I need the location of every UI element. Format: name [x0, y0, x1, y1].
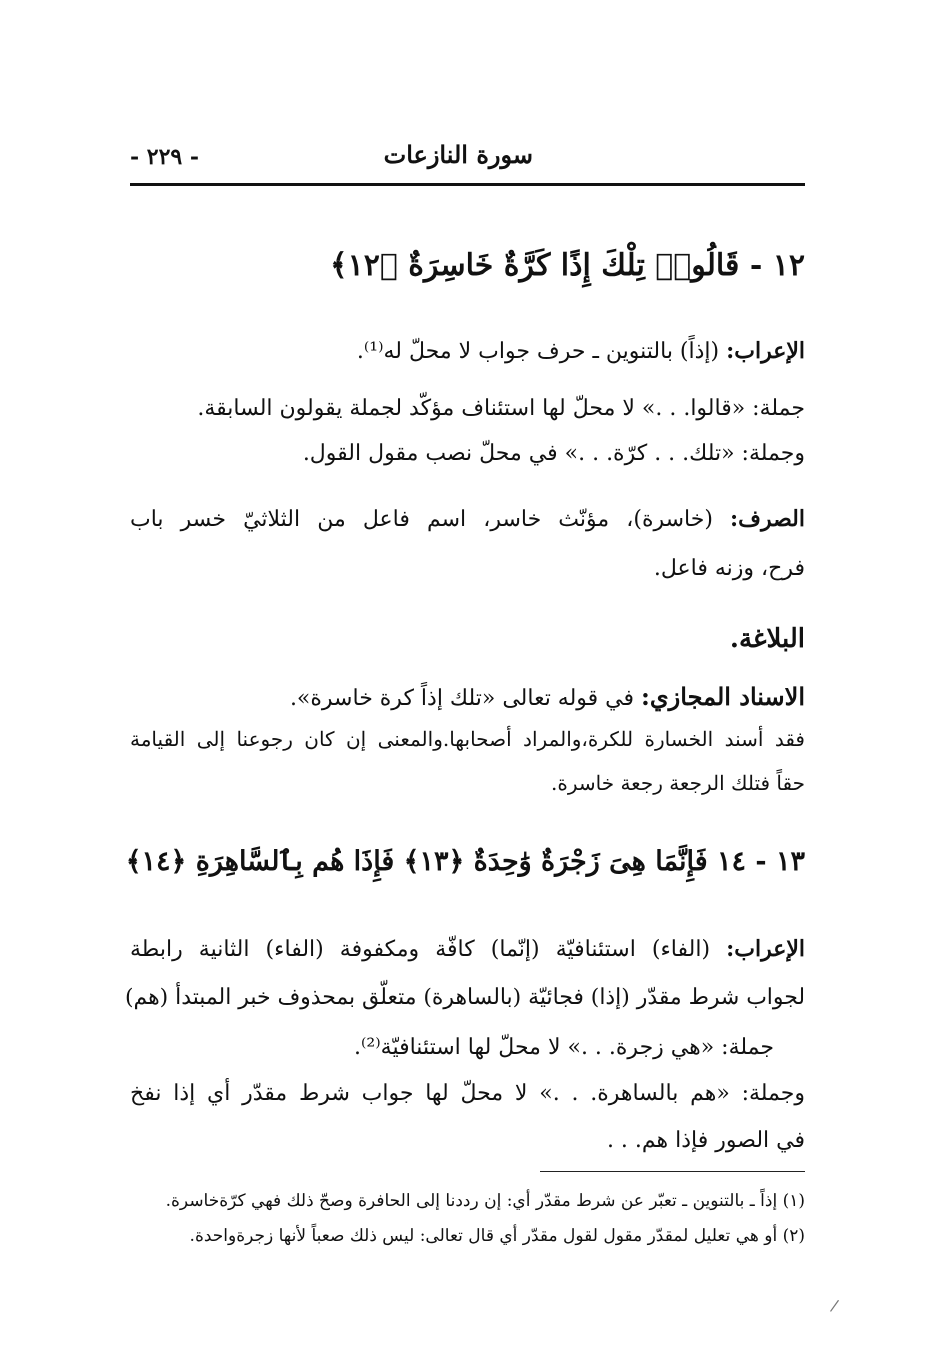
irab-13-line-5: في الصور فإذا هم. . .	[606, 1128, 805, 1153]
balagha-heading: البلاغة.	[729, 624, 805, 654]
irab-13-line-1	[130, 936, 805, 963]
isnad-line-2: فقد أسند الخسارة للكرة،والمراد أصحابها.والمعنى إن كان رجوعنا إلى القيامة	[130, 727, 805, 751]
verse-number: ١٢ -	[749, 248, 805, 283]
isnad-label: الاسناد المجازي:	[641, 682, 805, 711]
verse-text: فَإِنَّمَا هِىَ زَجْرَةٌ وَٰحِدَةٌ ﴿١٣﴾ فَإِذَا هُم بِٱلسَّاهِرَةِ ﴿١٤﴾	[125, 846, 708, 877]
scan-mark: /	[829, 1295, 841, 1316]
irab-12-line-2: جملة: «قالوا. . .» لا محلّ لها استئناف مؤكّد لجملة يقولون السابقة.	[197, 396, 805, 421]
irab-label: الإعراب:	[726, 936, 805, 962]
irab-text: (إذاً) بالتنوين ـ حرف جواب لا محلّ له⁽¹⁾.	[356, 339, 720, 364]
surah-title: سورة النازعات	[383, 140, 533, 169]
footnote-2: (٢) أو هي تعليل لمقدّر مقول لقول مقدّر أي قال تعالى: ليس ذلك صعباً لأنها زجرةواحدة.	[189, 1226, 805, 1246]
verse-12	[330, 248, 805, 284]
irab-12-line-3: وجملة: «تلك. . . كرّة. . .» في محلّ نصب مقول القول.	[302, 441, 805, 466]
header-rule	[130, 183, 805, 186]
page-header	[130, 138, 805, 182]
isnad-line-1	[290, 683, 805, 712]
irab-13-line-2: لجواب شرط مقدّر (إذا) فجائيّة (بالساهرة) متعلّق بمحذوف خبر المبتدأ (هم)	[124, 985, 805, 1010]
verse-13-14	[126, 846, 805, 878]
irab-12-line-1	[357, 338, 805, 365]
page-number: - ٢٢٩ -	[130, 144, 200, 170]
irab-13-line-4: وجملة: «هم بالساهرة. . .» لا محلّ لها جواب شرط مقدّر أي إذا نفخ	[130, 1081, 805, 1106]
irab-label: الإعراب:	[726, 338, 805, 364]
footnote-1: (١) إذاً ـ بالتنوين ـ تعبّر عن شرط مقدّر أي: إن رددنا إلى الحافرة وصحّ ذلك فهي كرّةخاسرة.	[165, 1191, 805, 1211]
isnad-line-3: حقاً فتلك الرجعة رجعة خاسرة.	[551, 771, 805, 795]
sarf-text: (خاسرة)، مؤنّث خاسر، اسم فاعل من الثلاثيّ خسر باب	[130, 507, 713, 532]
sarf-line-2: فرح، وزنه فاعل.	[653, 556, 805, 581]
verse-number: ١٣ - ١٤	[717, 846, 805, 877]
isnad-text: في قوله تعالى «تلك إذاً كرة خاسرة».	[289, 686, 635, 711]
sarf-line-1	[130, 506, 805, 533]
verse-text: قَالُوا۟ تِلْكَ إِذًا كَرَّةٌ خَاسِرَةٌ ﴿١٢﴾	[330, 248, 740, 283]
sarf-label: الصرف:	[730, 506, 805, 532]
irab-text: (الفاء) استئنافيّة (إنّما) كافّة ومكفوفة (الفاء) الثانية رابطة	[130, 937, 711, 962]
footnote-rule	[540, 1171, 805, 1172]
irab-13-line-3: جملة: «هي زجرة. . .» لا محلّ لها استئنافيّة⁽²⁾.	[354, 1035, 774, 1060]
